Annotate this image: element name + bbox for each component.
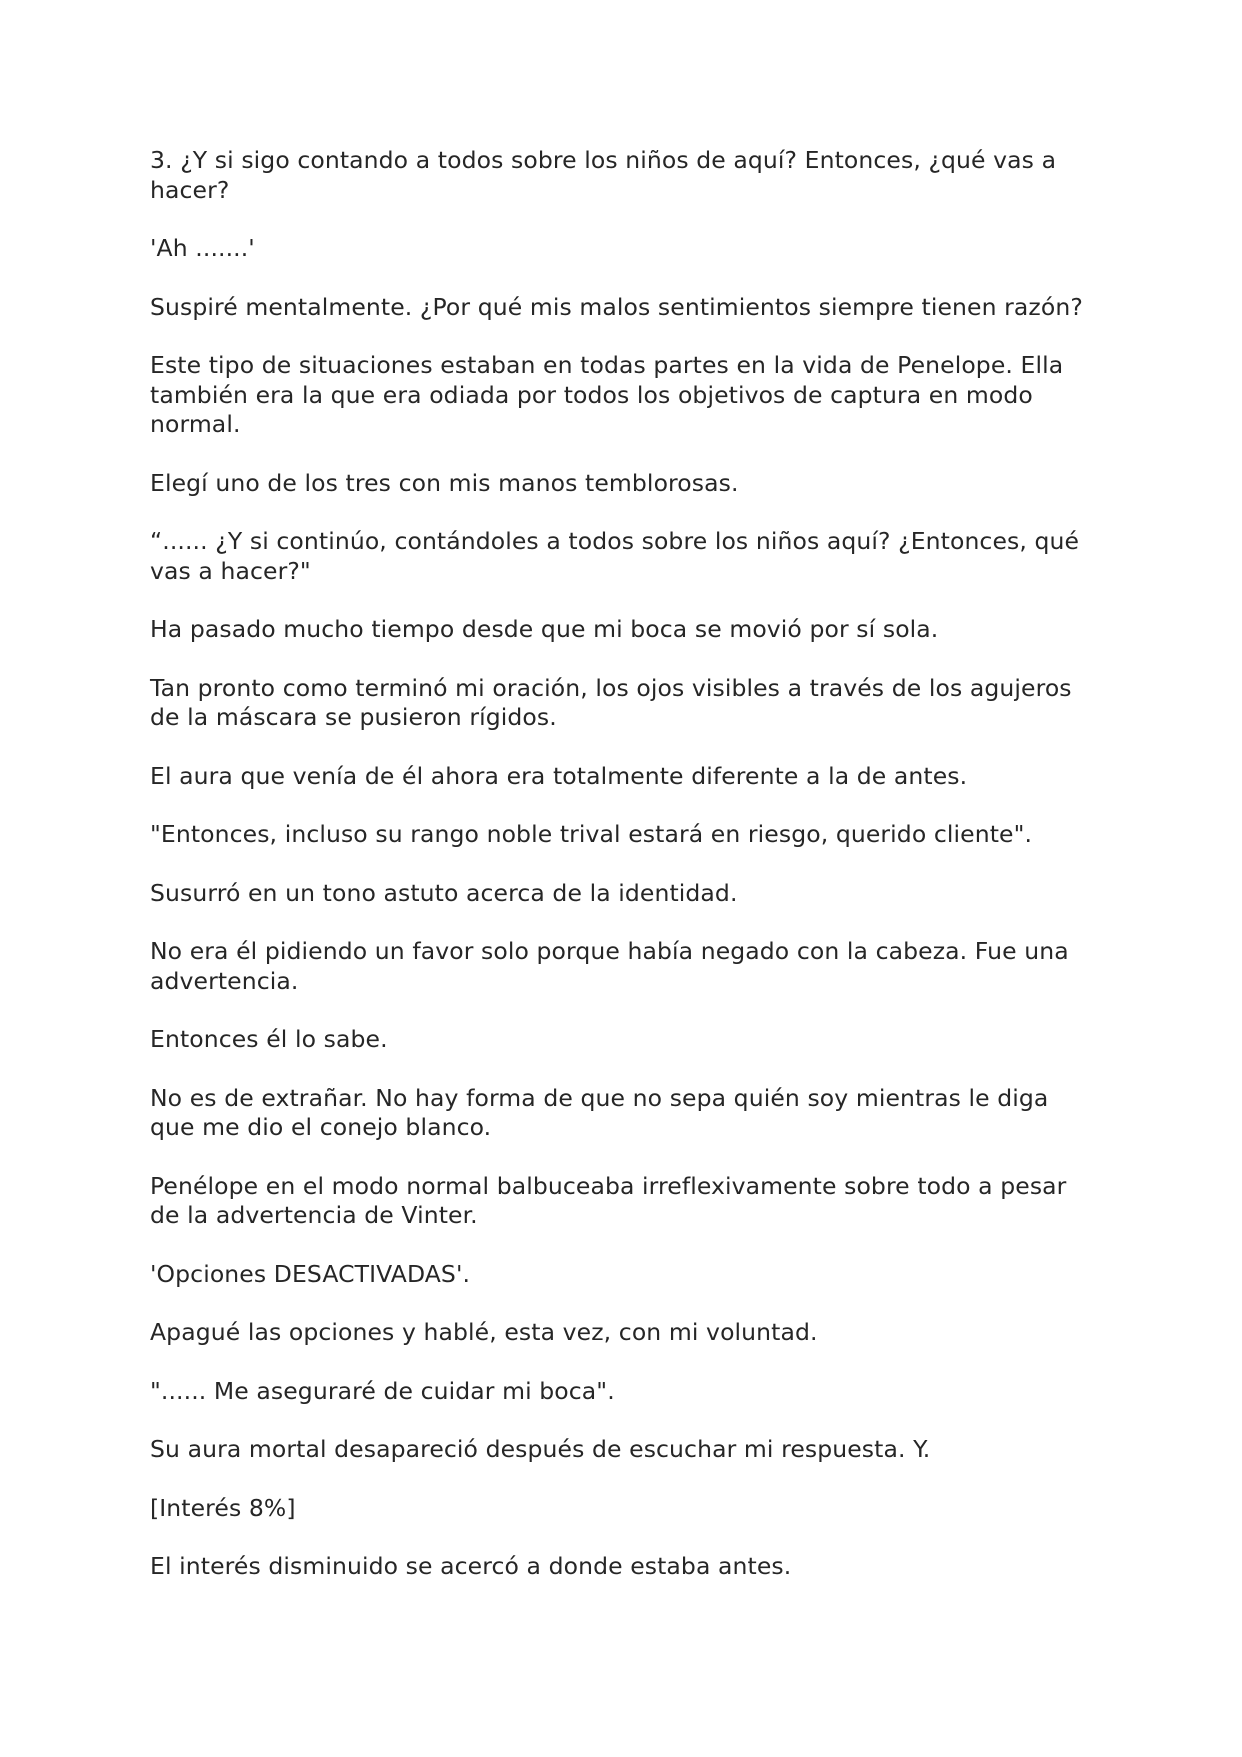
paragraph: 'Ah .......' (150, 234, 255, 262)
paragraph: Suspiré mentalmente. ¿Por qué mis malos sentimientos siempre tienen razón? (150, 292, 1083, 321)
paragraph: Tan pronto como terminó mi oración, los ojos visibles a través de los agujeros de la máscara se pusieron rígidos. (150, 673, 1072, 731)
paragraph: "...... Me aseguraré de cuidar mi boca". (150, 1376, 615, 1405)
paragraph: Penélope en el modo normal balbuceaba irreflexivamente sobre todo a pesar de la advertencia de Vinter. (150, 1171, 1067, 1229)
paragraph: Su aura mortal desapareció después de escuchar mi respuesta. Y. (150, 1435, 931, 1463)
paragraph: El interés disminuido se acercó a donde estaba antes. (150, 1552, 792, 1580)
paragraph: "Entonces, incluso su rango noble trival estará en riesgo, querido cliente". (150, 820, 1033, 848)
paragraph: Entonces él lo sabe. (150, 1025, 388, 1053)
paragraph: “...... ¿Y si continúo, contándoles a todos sobre los niños aquí? ¿Entonces, qué vas a hacer?" (150, 527, 1080, 585)
paragraph: No es de extrañar. No hay forma de que no sepa quién soy mientras le diga que me dio el conejo blanco. (150, 1083, 1049, 1141)
paragraph: Susurró en un tono astuto acerca de la identidad. (150, 878, 738, 907)
document-body (150, 146, 1100, 1611)
paragraph: 'Opciones DESACTIVADAS'. (150, 1259, 471, 1288)
paragraph: [Interés 8%] (150, 1493, 296, 1522)
paragraph: Elegí uno de los tres con mis manos temblorosas. (150, 468, 739, 497)
paragraph: No era él pidiendo un favor solo porque había negado con la cabeza. Fue una advertencia. (150, 937, 1069, 995)
paragraph: Ha pasado mucho tiempo desde que mi boca se movió por sí sola. (150, 615, 939, 643)
paragraph: Apagué las opciones y hablé, esta vez, con mi voluntad. (150, 1318, 818, 1346)
paragraph: 3. ¿Y si sigo contando a todos sobre los niños de aquí? Entonces, ¿qué vas a hacer? (150, 146, 1057, 204)
paragraph: Este tipo de situaciones estaban en todas partes en la vida de Penelope. Ella también era la que era odiada por todos los objetivos de captura en modo normal. (150, 351, 1064, 438)
paragraph: El aura que venía de él ahora era totalmente diferente a la de antes. (150, 761, 968, 790)
